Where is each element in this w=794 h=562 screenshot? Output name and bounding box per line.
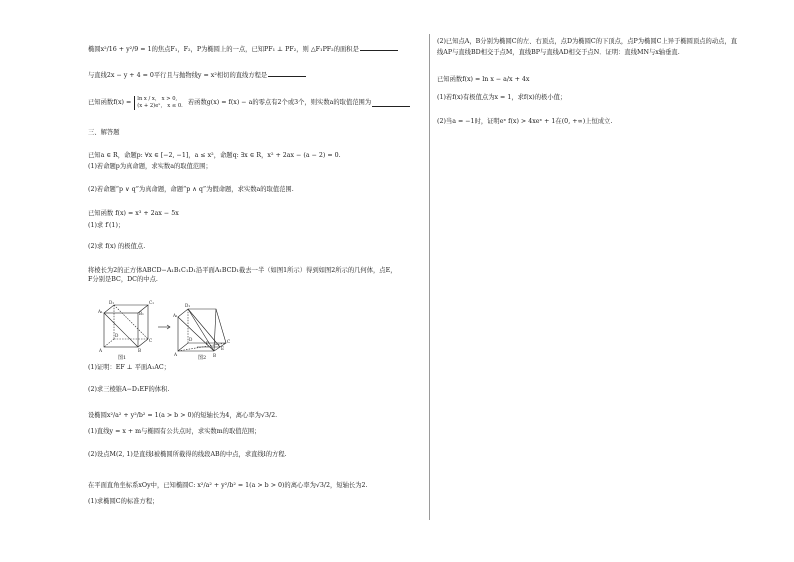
question-4-part-2: (2)设点M(2, 1)是直线l被椭圆所截得的线段AB的中点，求直线l的方程. [88,451,287,458]
vertex-label: D [115,333,119,338]
question-2-part-2: (2)求 f(x) 的极值点. [88,243,146,250]
question-6-part-2: (2)当a = −1时，证明eˣ f(x) > 4xeˣ + 1在(0, +∞)上恒成立. [437,118,613,125]
vertex-label: B [138,348,142,353]
geometry-figures [94,299,244,361]
vertex-label: B₁ [139,311,144,316]
question-6-part-1: (1)若f(x)有极值点为x = 1，求f(x)的极小值； [437,94,567,101]
question-3-stem-line-2: F分别是BC，DC的中点. [88,276,158,283]
question-5-stem: 在平面直角坐标系xOy中，已知椭圆C: x²/a² + y²/b² = 1(a > b > 0)的离心率为√3/2，短轴长为2. [88,482,368,489]
piecewise-case-2: (x + 2)eˣ， x ≤ 0. [137,103,183,109]
question-6-stem: 已知函数f(x) = ln x − a/x + 4x [437,76,530,83]
question-tangent-line [88,70,306,80]
question-5-part-1: (1)求椭圆C的标准方程； [88,498,159,505]
vertex-label: D₁ [109,300,115,305]
vertex-label: A₁ [173,313,178,318]
question-1-stem: 已知a ∈ R，命题p: ∀x ∈ [−2, −1]，a ≤ x²，命题q: ∃x ∈ R，x² + 2ax − (a − 2) = 0. [88,152,341,159]
question-text: 已知函数f(x) = [88,99,132,106]
vertex-label: B [213,353,217,358]
question-3-stem-line-1: 将棱长为2的正方体ABCD−A₁B₁C₁D₁沿平面A₁BCD₁截去一半（如图1所示）得到如图2所示的几何体，点E， [88,267,397,274]
question-4-part-1: (1)直线y = x + m与椭圆有公共点时，求实数m的取值范围； [88,428,261,435]
answer-blank [360,44,398,51]
question-3-part-1: (1)证明：EF ⊥ 平面A₁AC； [88,364,171,371]
figure-2-caption: 图2 [198,355,207,361]
vertex-label: F [206,341,209,346]
vertex-label: C [149,338,153,343]
answer-blank [372,100,410,107]
vertex-label: D [189,337,193,342]
vertex-label: D₁ [185,303,191,308]
question-2-stem: 已知函数 f(x) = x³ + 2ax − 5x [88,210,179,217]
question-piecewise [88,96,410,110]
question-5-part-2-line-1: (2)已知点A，B分别为椭圆C的左、右顶点，点D为椭圆C的下顶点，点P为椭圆C上异于椭圆顶点的动点，直 [437,38,738,45]
question-text: 若函数g(x) = f(x) − a的零点有2个或3个，则实数a的取值范围为 [187,99,372,106]
figure-1-caption: 图1 [118,355,127,361]
vertex-label: C [227,339,231,344]
cube-figure-1 [94,299,244,361]
vertex-label: A [99,348,103,353]
column-divider [429,34,430,520]
question-2-part-1: (1)求 f′(1)； [88,222,125,229]
vertex-label: E [221,346,225,351]
answer-blank [268,70,306,77]
question-1-part-1: (1)若命题p为真命题，求实数a的取值范围； [88,163,212,170]
question-5-part-2-line-2: 线AP与直线BD相交于点M，直线BP与直线AD相交于点N．证明：直线MN与x轴垂直. [437,49,680,56]
vertex-label: A₁ [98,309,103,314]
question-1-part-2: (2)若命题“p ∨ q”为真命题，命题“p ∧ q”为假命题，求实数a的取值范围. [88,186,294,193]
section-heading: 三、解答题 [88,129,120,136]
question-4-stem: 设椭圆x²/a² + y²/b² = 1(a > b > 0)的短轴长为4，离心率为√3/2. [88,412,278,419]
question-ellipse-foci [88,44,398,54]
question-text: 椭圆x²/16 + y²/9 = 1的焦点F₁，F₂，P为椭圆上的一点，已知PF₁ ⊥ PF₂，则 △F₁PF₂的面积是 [88,46,359,53]
vertex-label: C₁ [149,300,154,305]
piecewise-case-1: ln x / x， x > 0, [137,96,178,102]
vertex-label: A [174,352,178,357]
piecewise-function [134,96,183,110]
question-text: 与直线2x − y + 4 = 0平行且与抛物线y = x²相切的直线方程是 [88,72,268,79]
question-3-part-2: (2)求三棱锥A−D₁EF的体积. [88,386,170,393]
